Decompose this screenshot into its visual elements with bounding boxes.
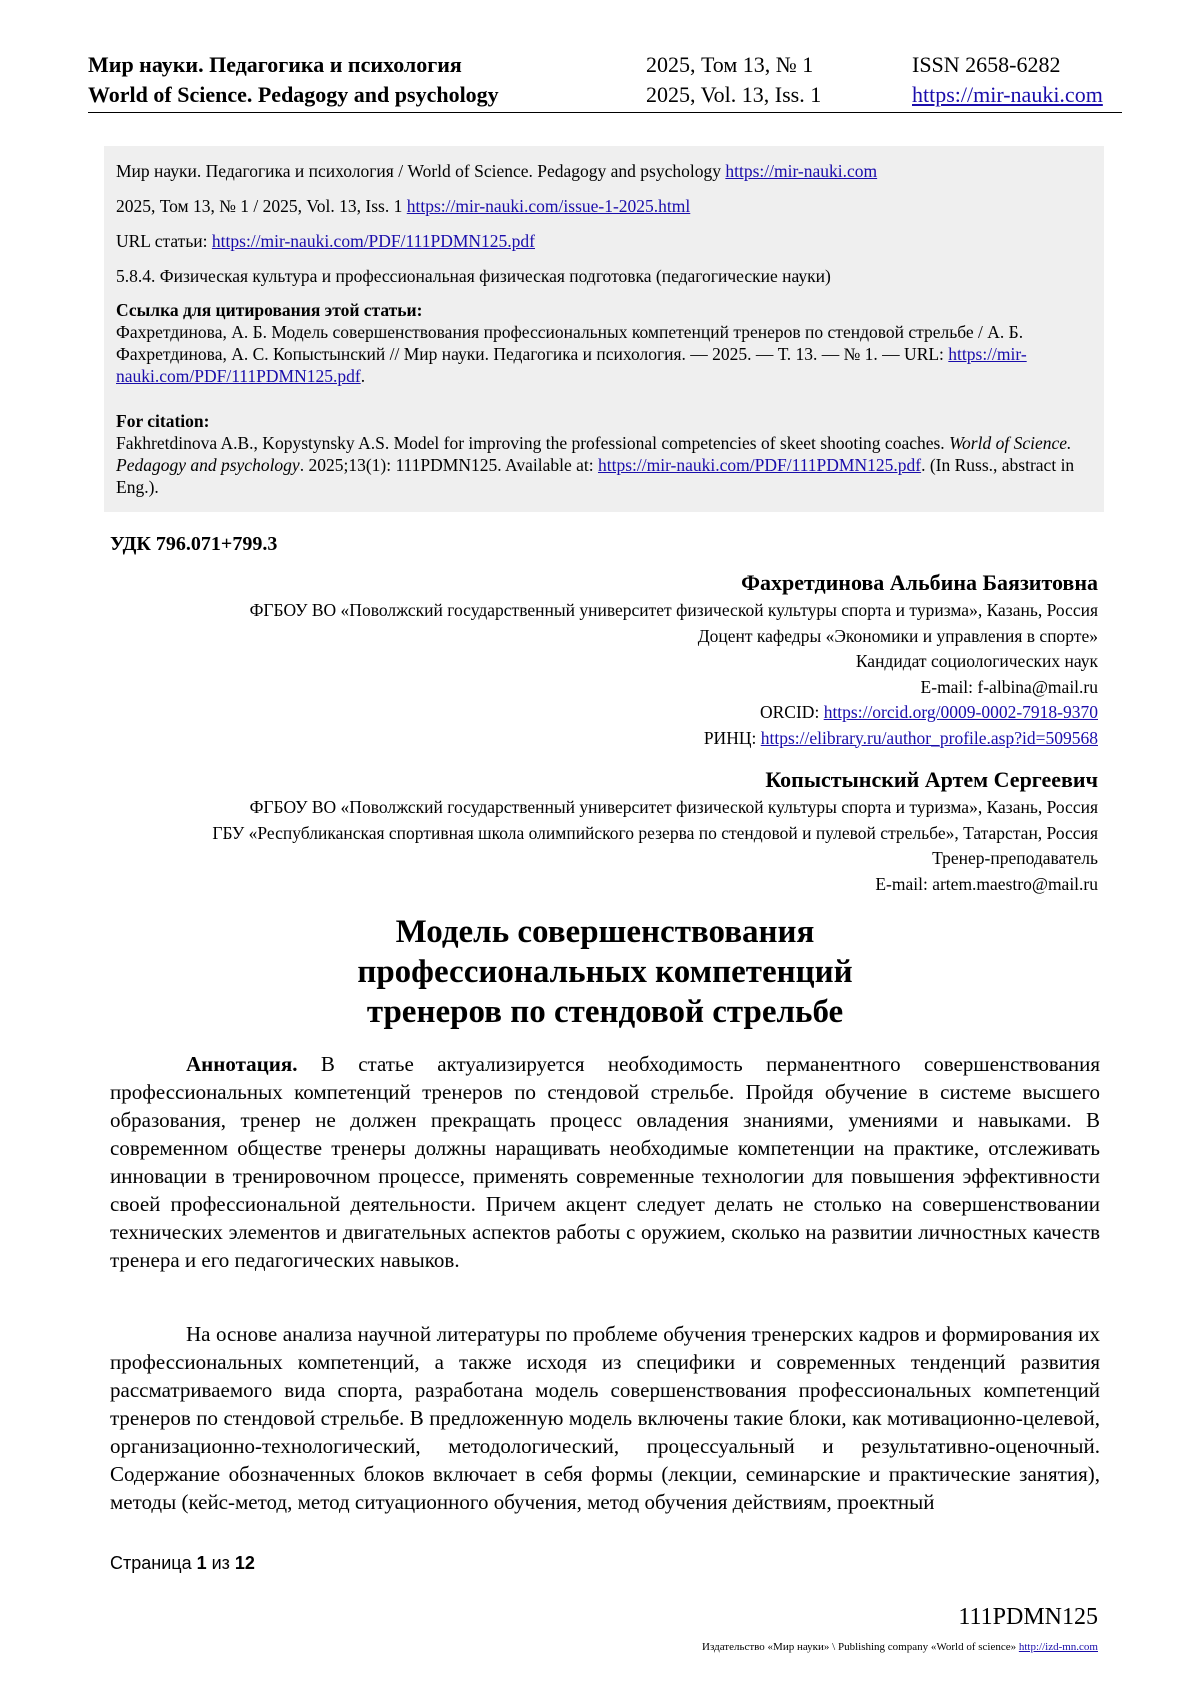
author-1-email: E-mail: f-albina@mail.ru [920, 676, 1098, 697]
author-1-rinc: РИНЦ: https://elibrary.ru/author_profile.asp?id=509568 [703, 727, 1098, 748]
citation-ru-body: Фахретдинова, А. Б. Модель совершенствования профессиональных компетенций тренеров по стендовой стрельбе / А. Б. Фахретдинова, А. С. Копыстынский // Мир науки. Педагогика и психология. — 2025. — Т. 13. — № 1. — URL: https://mir-nauki.com/PDF/111PDMN125.pdf. [116, 322, 1027, 386]
author-2-affiliation-2: ГБУ «Республиканская спортивная школа олимпийского резерва по стендовой и пулевой стрельбе», Татарстан, Россия [212, 822, 1098, 843]
citation-infobox [104, 146, 1104, 512]
article-url-line: URL статьи: https://mir-nauki.com/PDF/111PDMN125.pdf [116, 231, 535, 251]
abstract-paragraph-1: Аннотация. В статье актуализируется необходимость перманентного совершенствования профессиональных компетенций тренеров по стендовой стрельбе. Пройдя обучение в системе высшего образования, тренер не должен прекращать процесс овладения знаниями, умениями и навыками. В современном обществе тренеры должны наращивать необходимые компетенции на практике, отслеживать инновации в тренировочном процессе, применять современные технологии для повышения эффективности своей профессиональной деятельности. Причем акцент следует делать не столько на совершенствовании технических элементов и двигательных аспектов работы с оружием, сколько на развитии личностных качеств тренера и его педагогических навыков. [110, 1052, 1100, 1272]
abstract-label: Аннотация. [186, 1052, 298, 1076]
publisher-link[interactable]: http://izd-mn.com [1018, 1641, 1098, 1653]
specialty-line: 5.8.4. Физическая культура и профессиональная физическая подготовка (педагогические науки) [116, 266, 831, 286]
issue-line: 2025, Том 13, № 1 / 2025, Vol. 13, Iss. 1 https://mir-nauki.com/issue-1-2025.html [116, 196, 691, 216]
citation-ru-link[interactable]: https://mir-nauki.com/PDF/111PDMN125.pdf [116, 344, 1027, 386]
journal-name-en: World of Science. Pedagogy and psychology [88, 82, 499, 107]
article-code: 111PDMN125 [958, 1604, 1098, 1630]
journal-site-link[interactable]: https://mir-nauki.com [912, 82, 1103, 107]
citation-en-link[interactable]: https://mir-nauki.com/PDF/111PDMN125.pdf [597, 455, 922, 475]
journal-line: Мир науки. Педагогика и психология / World of Science. Pedagogy and psychology https://mir-nauki.com [116, 161, 878, 181]
issn-block [912, 50, 1103, 110]
journal-name-ru: Мир науки. Педагогика и психология [88, 52, 462, 77]
author-1-orcid: ORCID: https://orcid.org/0009-0002-7918-9370 [760, 702, 1098, 722]
issue-ru: 2025, Том 13, № 1 [646, 52, 814, 77]
citation-ru-heading: Ссылка для цитирования этой статьи: [116, 300, 423, 320]
citation-en-body: Fakhretdinova A.B., Kopystynsky A.S. Model for improving the professional competencies of skeet shooting coaches. World of Science. Pedagogy and psychology. 2025;13(1): 111PDMN125. Available at: https://mir-nauki.com/PDF/111PDMN125.pdf. (In Russ., abstract in Eng.). [116, 433, 1075, 497]
author-2-position: Тренер-преподаватель [932, 848, 1098, 868]
publisher-line: Издательство «Мир науки» \ Publishing company «World of science» http://izd-mn.com [702, 1641, 1098, 1653]
author-1-degree: Кандидат социологических наук [855, 651, 1098, 671]
author-1-orcid-link[interactable]: https://orcid.org/0009-0002-7918-9370 [823, 702, 1098, 722]
journal-header [88, 50, 1122, 113]
page-number: Страница 1 из 12 [110, 1553, 255, 1573]
author-2-affiliation-1: ФГБОУ ВО «Поволжский государственный университет физической культуры спорта и туризма», Казань, Россия [249, 797, 1098, 817]
journal-name-block [88, 50, 499, 110]
issn: ISSN 2658-6282 [912, 52, 1061, 77]
author-1-position: Доцент кафедры «Экономики и управления в спорте» [697, 625, 1098, 646]
article-title: Модель совершенствования профессиональных компетенций тренеров по стендовой стрельбе [357, 914, 853, 1030]
author-1-rinc-link[interactable]: https://elibrary.ru/author_profile.asp?id=509568 [760, 727, 1098, 748]
issue-line-link[interactable]: https://mir-nauki.com/issue-1-2025.html [406, 196, 691, 216]
author-1-name: Фахретдинова Альбина Баязитовна [741, 570, 1098, 595]
citation-en [116, 410, 1092, 498]
issue-en: 2025, Vol. 13, Iss. 1 [646, 82, 822, 107]
author-1 [250, 568, 1098, 751]
udk-code: УДК 796.071+799.3 [110, 533, 278, 555]
author-2-email: E-mail: artem.maestro@mail.ru [875, 873, 1098, 894]
article-url-link[interactable]: https://mir-nauki.com/PDF/111PDMN125.pdf [211, 231, 535, 251]
author-1-affiliation: ФГБОУ ВО «Поволжский государственный университет физической культуры спорта и туризма», Казань, Россия [249, 600, 1098, 620]
author-2-name: Копыстынский Артем Сергеевич [765, 767, 1098, 792]
abstract-paragraph-2: На основе анализа научной литературы по проблеме обучения тренерских кадров и формирования их профессиональных компетенций, а также исходя из специфики и современных тенденций развития рассматриваемого вида спорта, разработана модель совершенствования профессиональных компетенций тренеров по стендовой стрельбе. В предложенную модель включены такие блоки, как мотивационно-целевой, организационно-технологический, методологический, процессуальный и результативно-оценочный. Содержание обозначенных блоков включает в себя формы (лекции, семинарские и практические занятия), методы (кейс-метод, метод ситуационного обучения, метод обучения действиям, проектный [110, 1322, 1100, 1514]
citation-en-heading: For citation: [116, 411, 210, 431]
author-2 [212, 765, 1098, 897]
journal-line-link[interactable]: https://mir-nauki.com [725, 161, 878, 181]
issue-block [646, 50, 821, 110]
citation-ru [116, 299, 1092, 387]
